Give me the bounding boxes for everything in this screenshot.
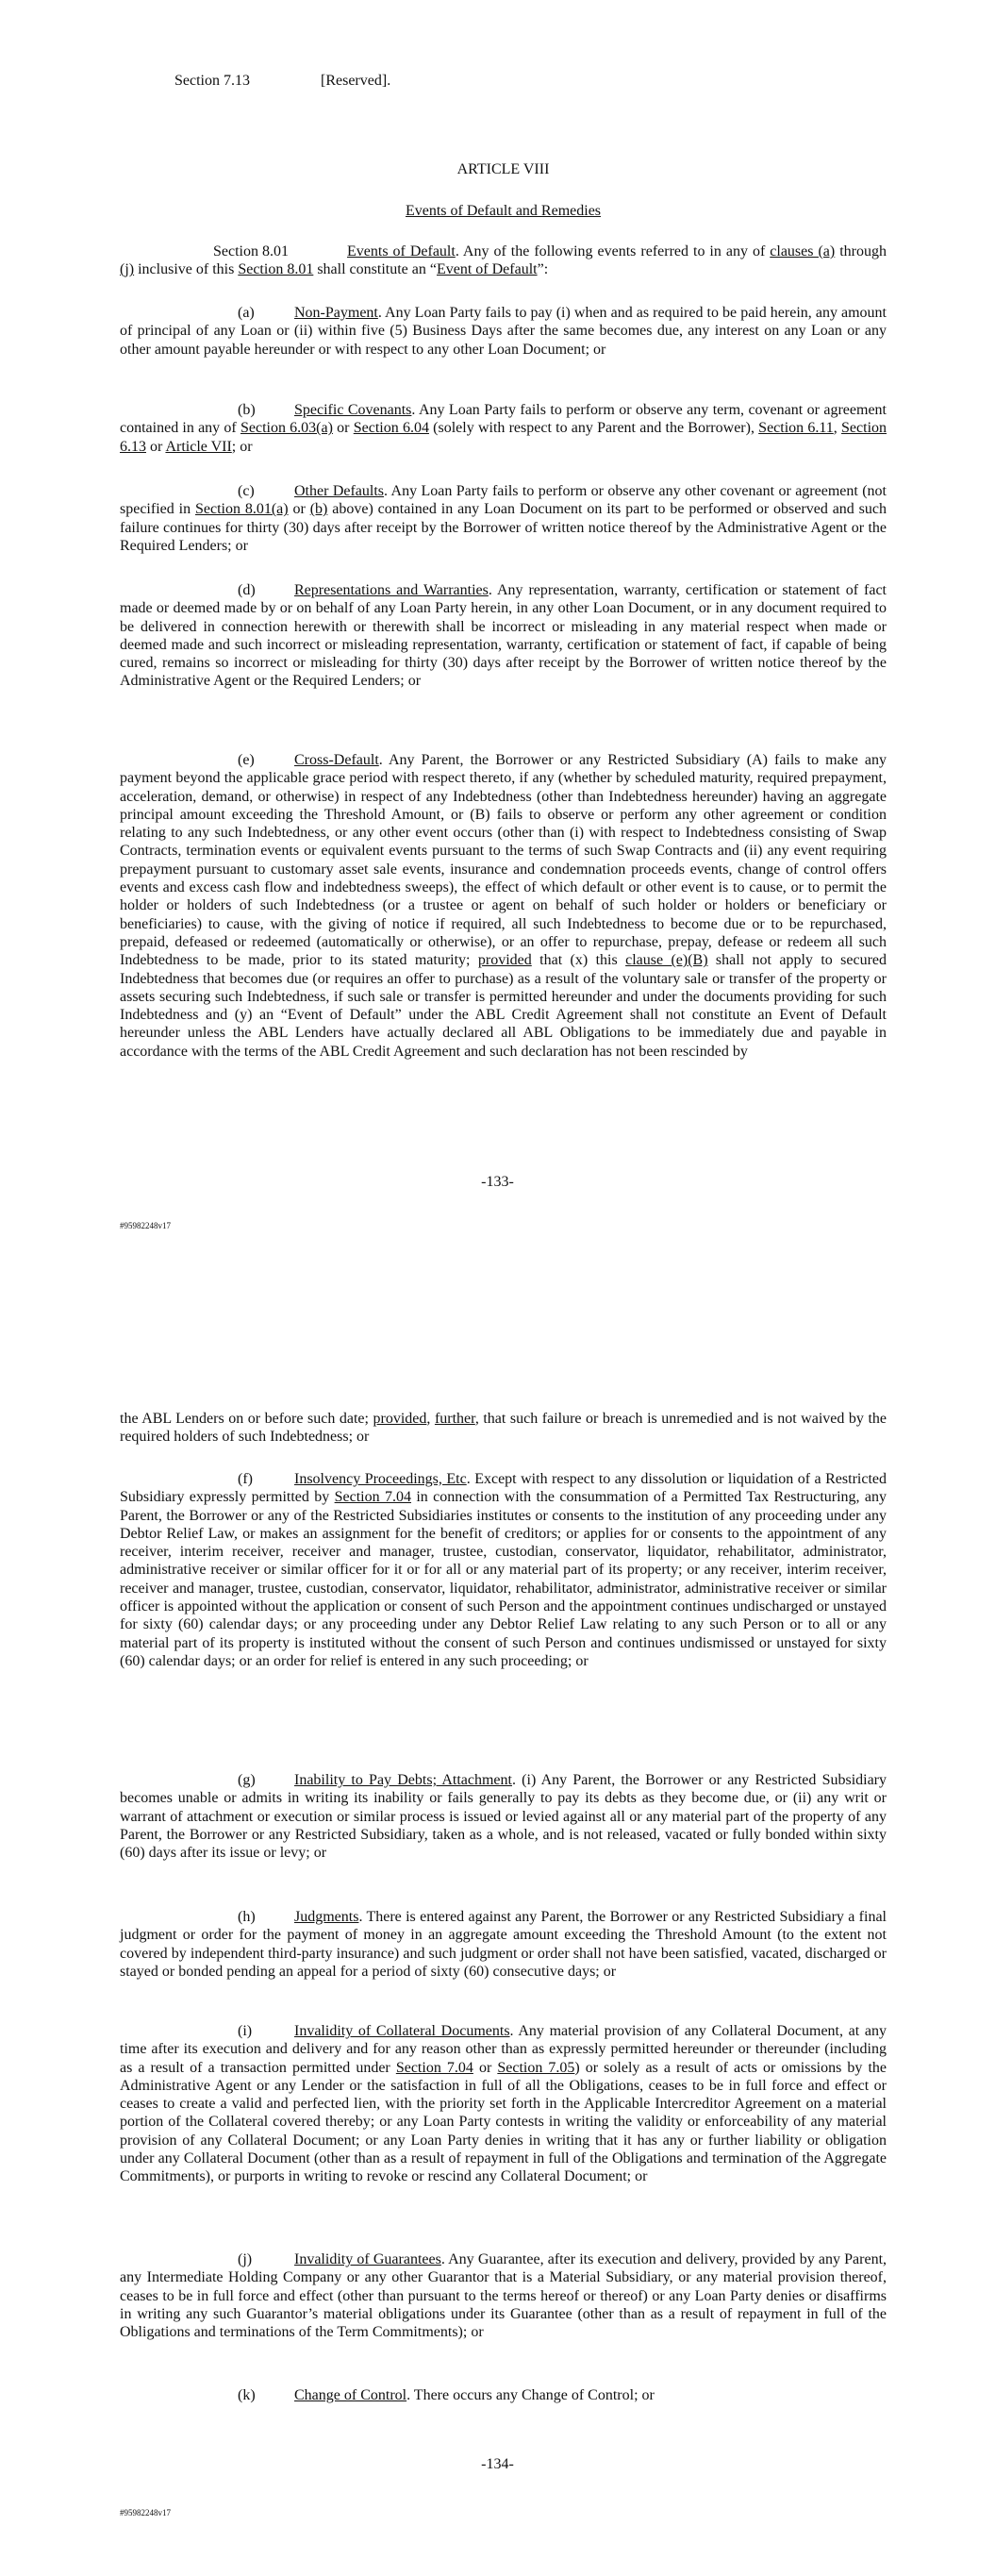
clause-k (120, 2386, 887, 2404)
document-id: #95982248v17 (120, 1221, 171, 1230)
clause-h-heading: Judgments (294, 1909, 359, 1925)
ref-section-8-01a: Section 8.01(a) (194, 501, 289, 518)
term-provided: provided (477, 952, 532, 969)
clause-b-label: (b) (238, 402, 256, 418)
section-8-01-text: ”: (537, 261, 549, 278)
clause-k-label: (k) (238, 2387, 256, 2403)
ref-section-6-11: Section 6.11 (758, 420, 834, 437)
clause-f-label: (f) (238, 1471, 253, 1487)
clause-e-continued (120, 1410, 887, 1447)
section-8-01-heading: Events of Default (347, 243, 456, 259)
clause-e-heading: Cross-Default (294, 752, 379, 768)
clause-i-text: . Any material provision of any Collateral Document, at any time after its execution and delivery and for any reason other than as expressly permitted hereunder or thereunder (including as a result of a transaction permitted under (120, 2023, 887, 2076)
clause-b-text: , (833, 420, 842, 437)
clause-d-text: . Any representation, warranty, certification or statement of fact made or deemed made by or on behalf of any Loan Party herein, in any other Loan Document, or in any document required to be delivered in connection herewith or therewith shall be incorrect or misleading in any material respect when made or deemed made and such incorrect or misleading representation, warranty, certification or statement of fact, if capable of being cured, remains so incorrect or misleading for thirty (30) days after receipt by the Borrower of written notice thereof by the Administrative Agent or the Required Lenders; or (120, 582, 887, 690)
article-title: ARTICLE VIII (456, 161, 550, 177)
ref-section-6-13: Section 6.13 (120, 420, 887, 455)
clause-g-text: . (i) Any Parent, the Borrower or any Restricted Subsidiary becomes unable or admits in writing its inability or fails generally to pay its debts as they become due, or (ii) any writ or warrant of attachment or execution or similar process is issued or levied against all or any material part of the property of any Parent, the Borrower or any Restricted Subsidiary, taken as a whole, and is not released, vacated or fully bonded within sixty (60) days after its issue or levy; or (120, 1772, 887, 1862)
clause-d (120, 581, 887, 691)
ref-section-7-04: Section 7.04 (334, 1489, 411, 1506)
clause-e-text: that (x) this (531, 952, 626, 969)
section-7-13-number: Section 7.13 (174, 73, 250, 89)
clause-c-heading: Other Defaults (294, 483, 385, 499)
document-id: #95982248v17 (120, 2508, 171, 2517)
clause-k-heading: Change of Control (294, 2387, 407, 2403)
article-subtitle (120, 202, 887, 220)
clause-i-text: or (473, 2059, 498, 2076)
clause-b-text: (solely with respect to any Parent and the Borrower), (428, 420, 759, 437)
clause-c-label: (c) (238, 483, 255, 499)
clause-i-text: ) or solely as a result of acts or omissions by the Administrative Agent or any Lender or the satisfaction in full of all the Obligations, ceases to be in full force and effect or ceases to create a valid and perfected lien, with the priority set forth in the Applicable Intercreditor Agreement on a material portion of the Collateral covered thereby; or any Loan Party contests in writing the validity or enforceability of any material provision of any Collateral Document; or any Loan Party denies in writing that it has any or further liability or obligation under any Collateral Document (other than as a result of repayment in full of the Obligations and termination of the Aggregate Commitments), or purports in writing to revoke or rescind any Collateral Document; or (120, 2059, 887, 2185)
clause-e-text: . Any Parent, the Borrower or any Restricted Subsidiary (A) fails to make any payment beyond the applicable grace period with respect thereto, if any (whether by scheduled maturity, required prepayment, acceleration, demand, or otherwise) in respect of any Indebtedness (other than Indebtedness hereunder) having an aggregate principal amount exceeding the Threshold Amount, or (B) fails to observe or perform any other agreement or condition relating to any such Indebtedness, or any other event occurs (other than (i) with respect to Indebtedness consisting of Swap Contracts, termination events or equivalent events pursuant to the terms of such Swap Contracts and (ii) any event requiring prepayment pursuant to customary asset sale events, insurance and condemnation proceeds events, change of control offers events and excess cash flow and indebtedness sweeps), the effect of which default or other event is to cause, or to permit the holder or holders of such Indebtedness (or a trustee or agent on behalf of such holder or holders or beneficiary or beneficiaries) to cause, with the giving of notice if required, all such Indebtedness to become due or to be repurchased, prepaid, defeased or redeemed (automatically or otherwise), or an offer to repurchase, prepay, defease or redeem all such Indebtedness to be made, prior to its stated maturity; (120, 752, 887, 969)
clause-g-heading: Inability to Pay Debts; Attachment (294, 1772, 512, 1788)
section-8-01-number: Section 8.01 (213, 243, 289, 259)
clause-e-label: (e) (238, 752, 255, 768)
clause-j (120, 2250, 887, 2341)
clause-b-text: or (146, 438, 166, 455)
clause-e-text: , (426, 1411, 435, 1427)
clause-c-text: or (288, 501, 310, 518)
section-8-01-text: through (835, 243, 887, 259)
ref-section-8-01: Section 8.01 (238, 261, 314, 278)
clause-b-text: or (332, 420, 354, 437)
ref-clause-e-b: clause (e)(B) (625, 952, 708, 969)
clause-b-text: . Any Loan Party fails to perform or observe any term, covenant or agreement contained in any of (120, 402, 887, 437)
clause-f-heading: Insolvency Proceedings, Etc (294, 1471, 467, 1487)
term-provided: provided (373, 1411, 427, 1427)
clause-i-heading: Invalidity of Collateral Documents (294, 2023, 510, 2039)
clause-a-heading: Non-Payment (294, 305, 378, 321)
clause-i (120, 2022, 887, 2186)
ref-article-vii: Article VII (165, 438, 232, 455)
clause-e-text: shall not apply to secured Indebtedness that becomes due (or requires an offer to purchase) as a result of the voluntary sale or transfer of the property or assets securing such Indebtedness, if such sale or transfer is permitted hereunder and under the documents providing for such Indebtedness and (y) an “Event of Default” under the ABL Credit Agreement shall not constitute an Event of Default hereunder unless the ABL Lenders have actually declared all ABL Obligations to be immediately due and payable in accordance with the terms of the ABL Credit Agreement and such declaration has not been rescinded by (120, 952, 887, 1060)
defined-term-event-of-default: Event of Default (436, 261, 538, 278)
ref-section-6-03a: Section 6.03(a) (240, 420, 333, 437)
ref-section-6-04: Section 6.04 (353, 420, 429, 437)
clause-e (120, 751, 887, 1061)
clause-a (120, 304, 887, 359)
clause-i-label: (i) (238, 2023, 253, 2039)
clause-b (120, 401, 887, 456)
clause-f-text: . Except with respect to any dissolution or liquidation of a Restricted Subsidiary expressly permitted by (120, 1471, 887, 1506)
ref-clause-b: (b) (309, 501, 328, 518)
clause-j-heading: Invalidity of Guarantees (294, 2251, 441, 2267)
section-7-13 (120, 72, 887, 90)
clause-e-text: , that such failure or breach is unremedied and is not waived by the required holders of such Indebtedness; or (120, 1411, 887, 1446)
section-8-01 (120, 243, 887, 279)
ref-clauses-a: clauses (a) (770, 243, 836, 259)
section-8-01-text: . Any of the following events referred to in any of (455, 243, 766, 259)
clause-a-label: (a) (238, 305, 255, 321)
clause-b-text: ; or (231, 438, 253, 455)
article-subtitle-text: Events of Default and Remedies (405, 203, 602, 219)
clause-g-label: (g) (238, 1772, 256, 1788)
clause-f-text: in connection with the consummation of a Permitted Tax Restructuring, any Parent, the Borrower or any of the Restricted Subsidiaries institutes or consents to the institution of any proceeding under any Debtor Relief Law, or makes an assignment for the benefit of creditors; or applies for or consents to the appointment of any receiver, interim receiver, receiver and manager, trustee, custodian, conservator, liquidator, rehabilitator, administrator, administrative receiver or similar officer for it or for all or any material part of its property; or any receiver, interim receiver, receiver and manager, trustee, custodian, conservator, liquidator, rehabilitator, administrator, administrative receiver or similar officer is appointed without the application or consent of such Person and the appointment continues undischarged or unstayed for sixty (60) calendar days; or any proceeding under any Debtor Relief Law relating to any such Person or to all or any material part of its property is instituted without the consent of such Person and continues undismissed or unstayed for sixty (60) calendar days; or an order for relief is entered in any such proceeding; or (120, 1489, 887, 1669)
clause-e-text: the ABL Lenders on or before such date; (120, 1411, 373, 1427)
clause-c (120, 482, 887, 555)
clause-b-heading: Specific Covenants (294, 402, 412, 418)
page-number: -133- (481, 1174, 514, 1190)
clause-k-text: . There occurs any Change of Control; or (406, 2387, 655, 2403)
ref-section-7-05: Section 7.05 (497, 2059, 575, 2076)
clause-d-heading: Representations and Warranties (294, 582, 489, 598)
page-134 (0, 1288, 995, 2576)
clause-c-text: above) contained in any Loan Document on its part to be performed or observed and such failure continues for thirty (30) days after receipt by the Borrower of written notice thereof by the Administrative Agent or the Required Lenders; or (120, 501, 887, 554)
clause-d-label: (d) (238, 582, 256, 598)
clause-h-text: . There is entered against any Parent, the Borrower or any Restricted Subsidiary a final judgment or order for the payment of money in an aggregate amount exceeding the Threshold Amount (to the extent not covered by independent third-party insurance) and such judgment or order shall not have been satisfied, vacated, discharged or stayed or bonded pending an appeal for a period of sixty (60) consecutive days; or (120, 1909, 887, 1980)
ref-clause-j: (j) (120, 261, 135, 278)
clause-h (120, 1908, 887, 1981)
term-further: further (434, 1411, 475, 1427)
clause-f (120, 1470, 887, 1670)
clause-j-label: (j) (238, 2251, 253, 2267)
clause-j-text: . Any Guarantee, after its execution and delivery, provided by any Parent, any Intermediate Holding Company or any other Guarantor that is a Material Subsidiary, or any material provision thereof, ceases to be in full force and effect (other than pursuant to the terms hereof or thereof) or any Loan Party denies or disaffirms in writing any such Guarantor’s material obligations under its Guarantee (other than as a result of repayment in full of the Obligations and terminations of the Term Commitments); or (120, 2251, 887, 2341)
page-number: -134- (481, 2456, 514, 2472)
ref-section-7-04: Section 7.04 (395, 2059, 473, 2076)
clause-a-text: . Any Loan Party fails to pay (i) when and as required to be paid herein, any amount of principal of any Loan or (ii) within five (5) Business Days after the same becomes due, any interest on any Loan or any other amount payable hereunder or with respect to any other Loan Document; or (120, 305, 887, 358)
clause-g (120, 1771, 887, 1862)
section-8-01-text: inclusive of this (134, 261, 239, 278)
clause-c-text: . Any Loan Party fails to perform or observe any other covenant or agreement (not specified in (120, 483, 887, 518)
section-7-13-text: [Reserved]. (321, 73, 391, 89)
clause-h-label: (h) (238, 1909, 256, 1925)
section-8-01-text: shall constitute an “ (313, 261, 437, 278)
